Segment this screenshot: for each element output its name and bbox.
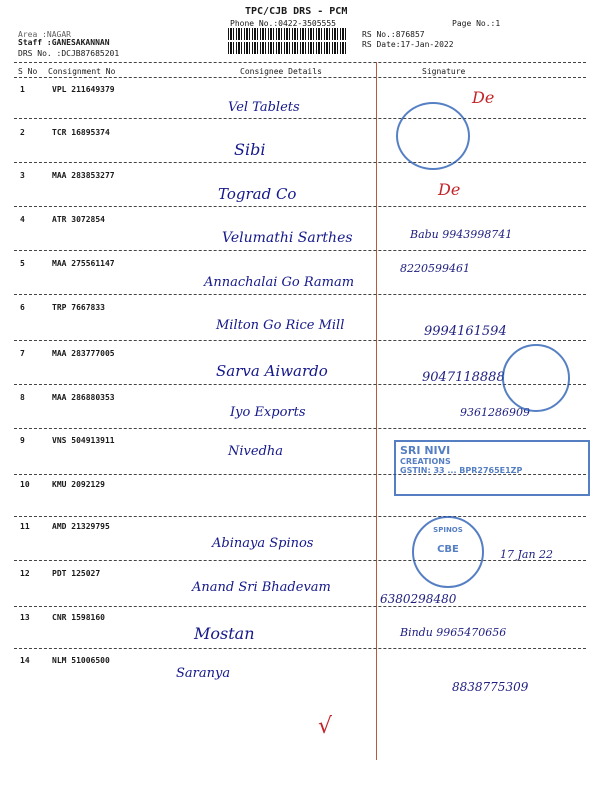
row-sno: 12 — [20, 569, 30, 578]
stamp-title: SRI NIVI — [400, 444, 451, 457]
area-label: Area :NAGAR — [18, 30, 71, 39]
row-sno: 8 — [20, 393, 25, 402]
row-sno: 9 — [20, 436, 25, 445]
row-signature: 17 Jan 22 — [500, 548, 554, 561]
row-sno: 6 — [20, 303, 25, 312]
staff-label: Staff :GANESAKANNAN — [18, 38, 110, 47]
row-consignment: NLM 51006500 — [52, 656, 110, 665]
column-signature: Signature — [422, 67, 466, 76]
row-consignee: Tograd Co — [218, 185, 297, 203]
row-sno: 11 — [20, 522, 30, 531]
row-consignment: TRP 7667833 — [52, 303, 105, 312]
red-mark-bottom: √ — [318, 714, 333, 739]
row-signature: 9361286909 — [460, 406, 530, 419]
company-stamp — [394, 440, 590, 496]
row-signature: Babu 9943998741 — [410, 228, 513, 241]
column-consignee: Consignee Details — [240, 67, 322, 76]
row-consignee: Iyo Exports — [230, 405, 306, 420]
column-divider — [376, 62, 377, 760]
row-consignment: KMU 2092129 — [52, 480, 105, 489]
barcode — [228, 28, 348, 40]
stamp-gstin: GSTIN: 33 ... BPR2765E1ZP — [400, 466, 523, 475]
row-consignment: MAA 286880353 — [52, 393, 115, 402]
rs-date: RS Date:17-Jan-2022 — [362, 40, 454, 49]
cbe-stamp-label: CBE — [437, 544, 459, 555]
row-consignee: Vel Tablets — [228, 100, 300, 115]
row-consignee: Sibi — [234, 140, 266, 159]
row-sno: 1 — [20, 85, 25, 94]
row-signature: 8220599461 — [400, 262, 470, 275]
row-consignee: Abinaya Spinos — [212, 536, 314, 551]
row-sno: 10 — [20, 480, 30, 489]
cbe-stamp-name: SPINOS — [433, 526, 463, 534]
row-consignment: MAA 283777005 — [52, 349, 115, 358]
row-consignment: PDT 125027 — [52, 569, 101, 578]
row-consignee: Milton Go Rice Mill — [216, 318, 345, 333]
row-signature: 6380298480 — [380, 592, 457, 606]
phone-number: Phone No.:0422-3505555 — [230, 19, 336, 28]
row-consignment: MAA 275561147 — [52, 259, 115, 268]
row-consignment: ATR 3072854 — [52, 215, 105, 224]
row-consignee: Sarva Aiwardo — [216, 362, 328, 380]
cbe-stamp — [412, 516, 484, 588]
row-signature: 9994161594 — [424, 324, 507, 339]
column-sno: S No — [18, 67, 38, 76]
row-consignment: VPL 211649379 — [52, 85, 115, 94]
row-consignment: AMD 21329795 — [52, 522, 110, 531]
stamp-line: CREATIONS — [400, 457, 451, 466]
row-signature: 9047118888 — [422, 370, 505, 385]
row-consignee: Anand Sri Bhadevam — [192, 580, 331, 595]
drs-number: DRS No. :DCJB87685201 — [18, 49, 120, 58]
row-sno: 7 — [20, 349, 25, 358]
red-mark-1: De — [472, 88, 495, 107]
row-consignee: Saranya — [176, 666, 231, 681]
row-consignment: VNS 504913911 — [52, 436, 115, 445]
row-consignment: TCR 16895374 — [52, 128, 110, 137]
row-consignee: Nivedha — [228, 444, 284, 459]
document-title: TPC/CJB DRS - PCM — [245, 6, 348, 17]
row-consignment: CNR 1598160 — [52, 613, 105, 622]
row-consignee: Velumathi Sarthes — [222, 230, 353, 246]
row-consignee: Annachalai Go Ramam — [204, 275, 355, 290]
row-signature: 8838775309 — [452, 680, 529, 694]
row-sno: 13 — [20, 613, 30, 622]
round-stamp-1 — [396, 102, 470, 170]
row-consignment: MAA 283853277 — [52, 171, 115, 180]
row-sno: 5 — [20, 259, 25, 268]
row-sno: 4 — [20, 215, 25, 224]
round-stamp-2 — [502, 344, 570, 412]
row-sno: 2 — [20, 128, 25, 137]
page-number: Page No.:1 — [452, 19, 501, 28]
rs-number: RS No.:876857 — [362, 30, 425, 39]
column-consignment: Consignment No — [48, 67, 116, 76]
row-sno: 14 — [20, 656, 30, 665]
row-consignee: Mostan — [194, 624, 255, 643]
red-mark-2: De — [438, 180, 461, 199]
row-signature: Bindu 9965470656 — [400, 626, 507, 639]
barcode-2 — [228, 42, 348, 54]
row-sno: 3 — [20, 171, 25, 180]
